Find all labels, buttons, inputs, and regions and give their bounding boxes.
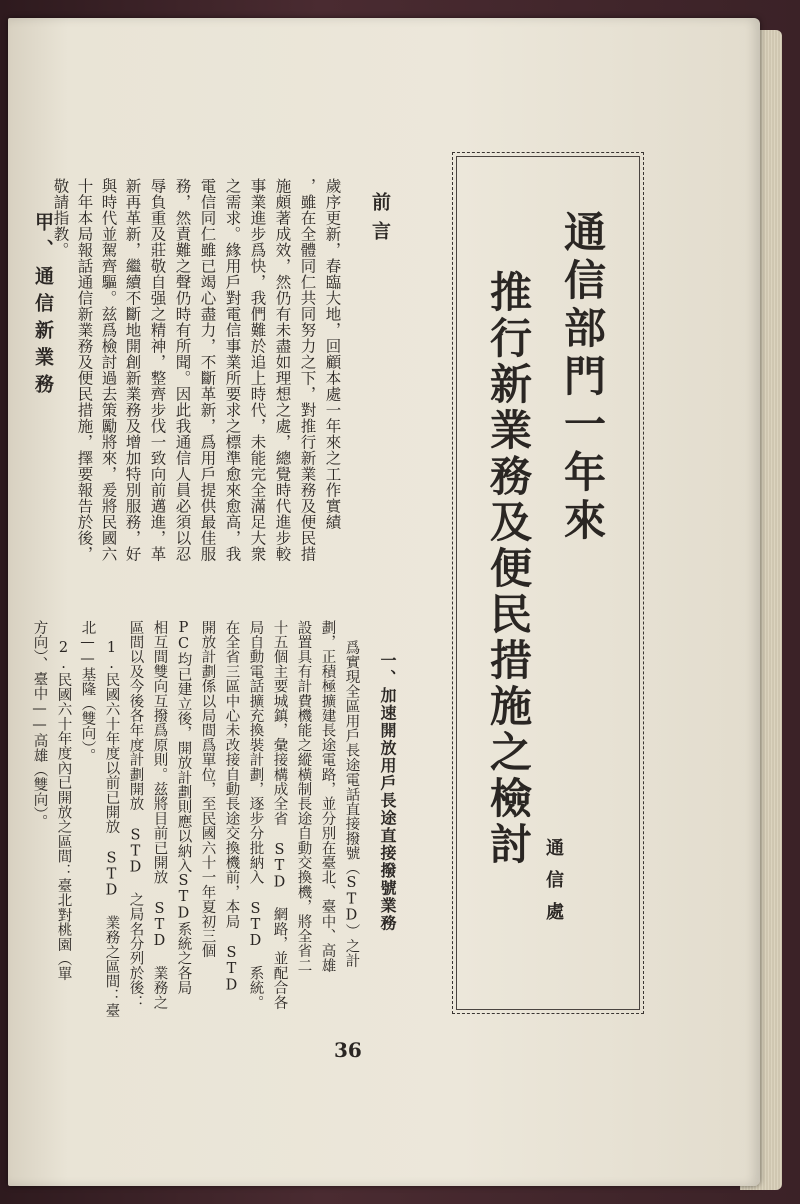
preface-line: 十年本局報話通信新業務及便民措施，擇要報告於後， (75, 178, 94, 562)
preface-line: 辱負重及莊敬自强之精神，整齊步伐一致向前邁進，革 (148, 178, 167, 562)
body-line: 區間以及今後各年度計劃開放 STD 之局名分列於後： (127, 620, 144, 1010)
body-line: 1.民國六十年度以前已開放 STD 業務之區間：臺 (103, 640, 120, 1018)
body-line: 爲實現全區用戶長途電話直接撥號（STD）之計 (343, 640, 360, 968)
title-line-2: 推行新業務及便民措施之檢討 (484, 270, 533, 868)
preface-line: ，雖在全體同仁共同努力之下，對推行新業務及便民措 (298, 178, 317, 562)
preface-line: 新再革新，繼續不斷地開創新業務及增加特別服務，好 (123, 178, 142, 562)
body-line: 相互間雙向互撥爲原則。兹將目前已開放 STD 業務之 (151, 620, 168, 1010)
body-line: 設置具有計費機能之縱橫制長途自動交換機，將全省二 (295, 620, 312, 973)
preface-line: 歲序更新，春臨大地，回顧本處一年來之工作實績 (323, 178, 342, 530)
body-line: 在全省三區中心未改接自動長途交換機前，本局 STD (223, 620, 240, 994)
preface-heading: 前言 (369, 192, 391, 250)
body-line: 北——基隆（雙向）。 (79, 620, 96, 763)
preface-line: 事業進步爲快，我們難於追上時代，未能完全滿足大衆 (248, 178, 267, 562)
body-line: 方向）、臺中——高雄（雙向）。 (31, 620, 48, 829)
body-line: 開放計劃係以局間爲單位，至民國六十一年夏初三個 (199, 620, 216, 959)
preface-line: 敬請指教。 (51, 178, 70, 258)
preface-line: 務，然責難之聲仍時有所聞。因此我通信人員必須以忍 (173, 178, 192, 562)
preface-line: 電信同仁雖已竭心盡力，不斷革新，爲用戶提供最佳服 (198, 178, 217, 562)
section-heading: 甲、通信新業務 (32, 212, 54, 401)
body-line: 劃，正積極擴建長途電路，並分別在臺北、臺中、高雄 (319, 620, 336, 973)
body-line: 2.民國六十年度內已開放之區間：臺北對桃園（單 (55, 640, 72, 982)
body-line: 局自動電話擴充換裝計劃，逐步分批納入 STD 系統。 (247, 620, 264, 1010)
title-line-1: 通信部門一年來 (558, 210, 607, 546)
body-line: PC均已建立後，開放計劃則應以納入STD系統之各局 (175, 620, 192, 995)
preface-line: 與時代並駕齊驅。兹爲檢討過去策勵將來，爰將民國六 (99, 178, 118, 562)
subsection-heading: 一、加速開放用戶長途直接撥號業務 (378, 652, 397, 932)
author: 通信處 (543, 838, 564, 934)
preface-line: 施頗著成效，然仍有未盡如理想之處，總覺時代進步較 (273, 178, 292, 562)
page-number: 36 (334, 1038, 362, 1062)
preface-line: 之需求。緣用戶對電信事業所要求之標準愈來愈高，我 (223, 178, 242, 562)
body-line: 十五個主要城鎮，彙接構成全省 STD 網路，並配合各 (271, 620, 288, 1010)
